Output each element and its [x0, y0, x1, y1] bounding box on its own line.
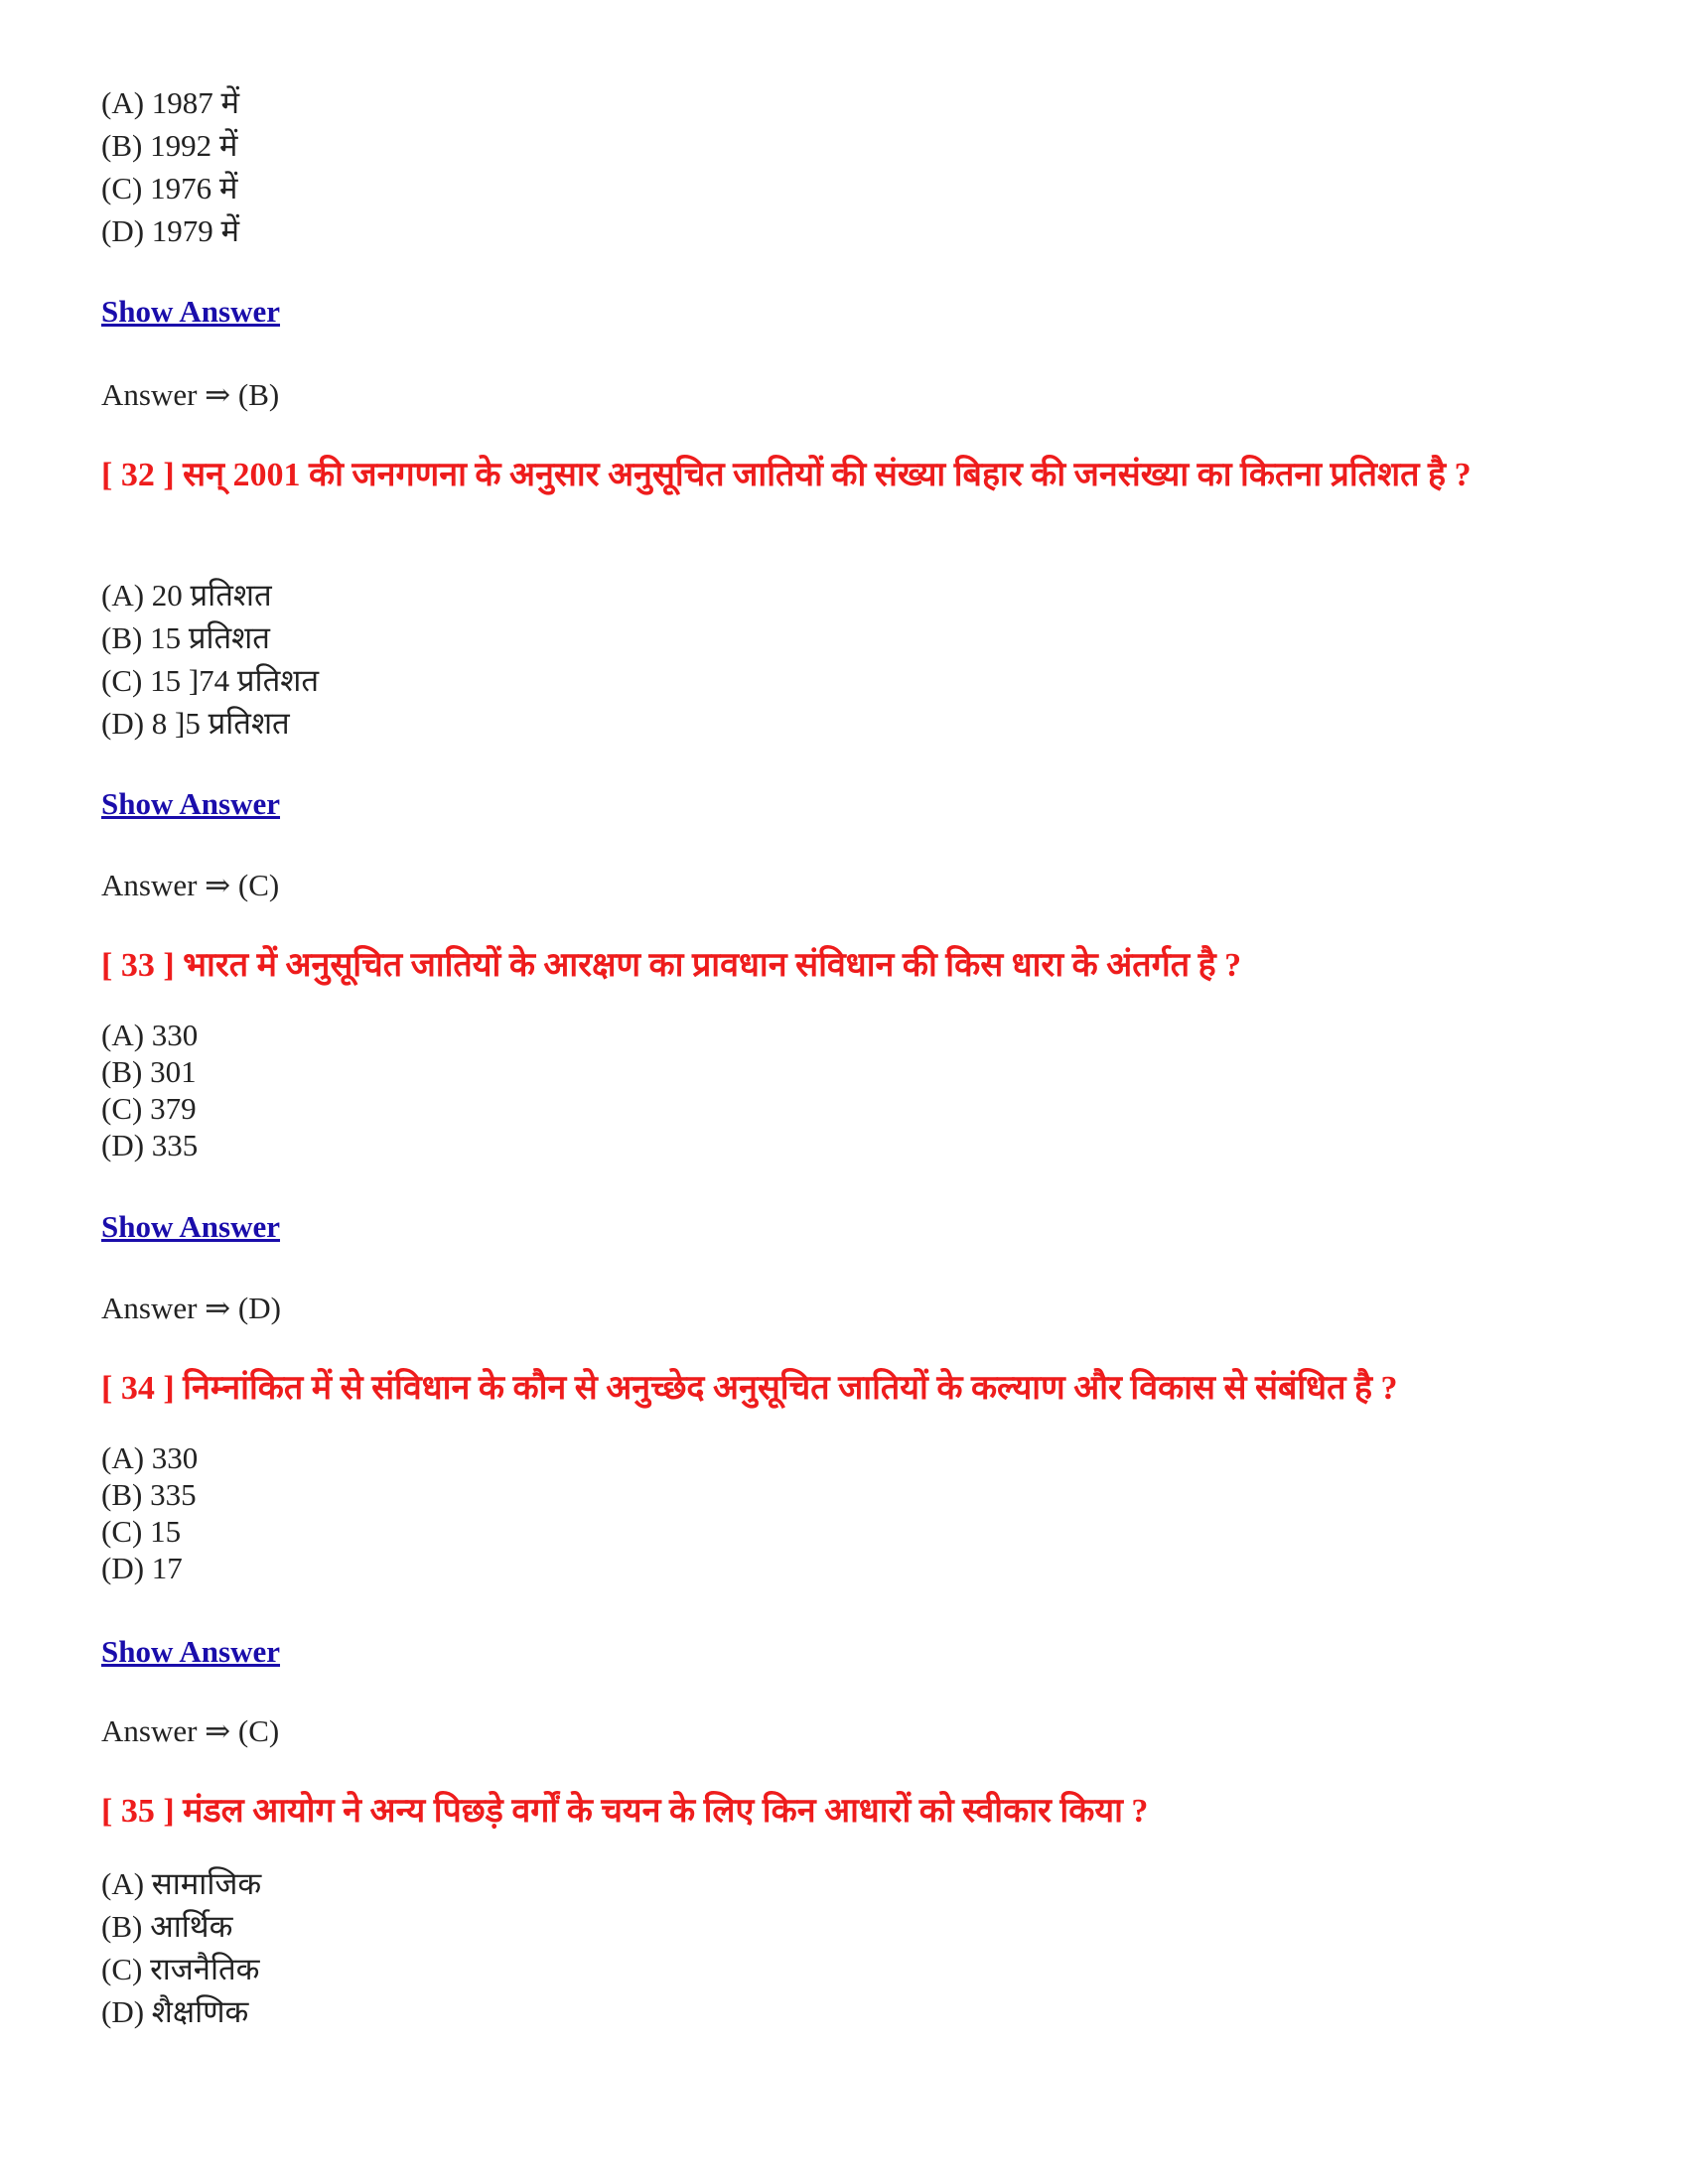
q31-option-a: (A) 1987 में: [101, 85, 240, 120]
q31-option-c: (C) 1976 में: [101, 171, 238, 205]
q34-option-d: (D) 17: [101, 1551, 183, 1585]
q32-show-answer-link[interactable]: Show Answer: [101, 786, 281, 821]
q32-option-b: (B) 15 प्रतिशत: [101, 620, 270, 655]
q34-option-b: (B) 335: [101, 1477, 197, 1512]
q34-option-c: (C) 15: [101, 1514, 182, 1549]
q34-show-answer-link[interactable]: Show Answer: [101, 1634, 281, 1669]
q33-question: [ 33 ] भारत में अनुसूचित जातियों के आरक्षण का प्रावधान संविधान की किस धारा के अंतर्गत है ?: [101, 947, 1242, 984]
q33-option-c: (C) 379: [101, 1091, 197, 1126]
q33-answer: Answer ⇒ (D): [101, 1291, 281, 1325]
q33-option-d: (D) 335: [101, 1128, 199, 1162]
q31-options: [101, 81, 1591, 252]
q31-answer: Answer ⇒ (B): [101, 377, 280, 412]
q31-option-d: (D) 1979 में: [101, 213, 240, 248]
q35-options: [101, 1862, 1591, 2033]
q33-options: [101, 1017, 1591, 1163]
q35-question: [ 35 ] मंडल आयोग ने अन्य पिछड़े वर्गों के चयन के लिए किन आधारों को स्वीकार किया ?: [101, 1793, 1149, 1830]
q32-options: [101, 574, 1591, 745]
q32-question: [ 32 ] सन् 2001 की जनगणना के अनुसार अनुसूचित जातियों की संख्या बिहार की जनसंख्या का कितना प्रतिशत है ?: [101, 457, 1472, 493]
q32-option-c: (C) 15 ]74 प्रतिशत: [101, 663, 319, 698]
q34-question: [ 34 ] निम्नांकित में से संविधान के कौन से अनुच्छेद अनुसूचित जातियों के कल्याण और विकास से संबंधित है ?: [101, 1370, 1398, 1407]
q33-show-answer-link[interactable]: Show Answer: [101, 1209, 281, 1244]
q35-option-c: (C) राजनैतिक: [101, 1952, 260, 1986]
q35-option-a: (A) सामाजिक: [101, 1866, 262, 1901]
q31-option-b: (B) 1992 में: [101, 128, 238, 163]
q34-option-a: (A) 330: [101, 1440, 199, 1475]
q35-option-b: (B) आर्थिक: [101, 1909, 233, 1944]
q31-show-answer-link[interactable]: Show Answer: [101, 294, 281, 329]
q32-option-a: (A) 20 प्रतिशत: [101, 578, 272, 613]
q34-answer: Answer ⇒ (C): [101, 1713, 280, 1748]
q35-option-d: (D) शैक्षणिक: [101, 1994, 249, 2029]
q32-answer: Answer ⇒ (C): [101, 868, 280, 902]
q34-options: [101, 1439, 1591, 1586]
q33-option-b: (B) 301: [101, 1054, 197, 1089]
q33-option-a: (A) 330: [101, 1018, 199, 1052]
q32-option-d: (D) 8 ]5 प्रतिशत: [101, 706, 290, 741]
